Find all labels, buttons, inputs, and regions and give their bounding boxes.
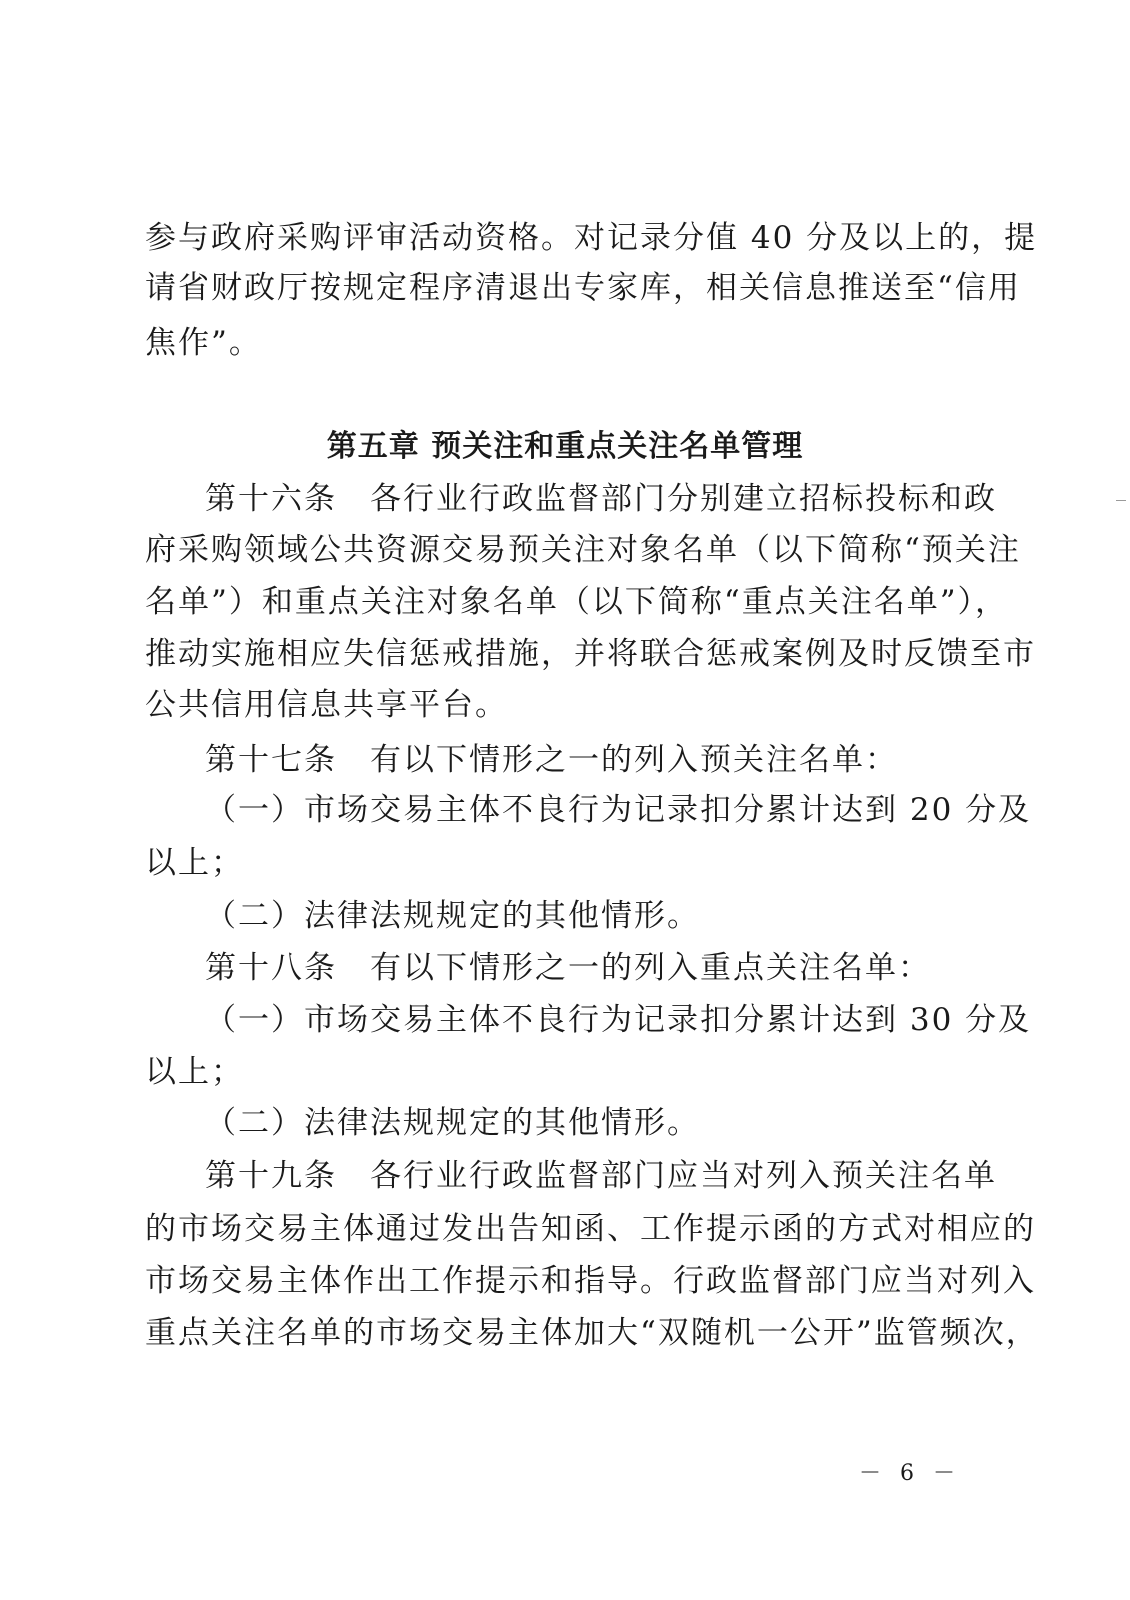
article-18-line: （一）市场交易主体不良行为记录扣分累计达到 30 分及: [205, 1002, 1032, 1038]
article-16-line: 名单”）和重点关注对象名单（以下简称“重点关注名单”），: [145, 584, 1009, 620]
article-18-line: 第十八条 有以下情形之一的列入重点关注名单：: [205, 950, 931, 986]
article-16-line: 府采购领域公共资源交易预关注对象名单（以下简称“预关注: [145, 532, 1021, 568]
chapter-heading: 第五章 预关注和重点关注名单管理: [326, 429, 804, 464]
article-19-line: 重点关注名单的市场交易主体加大“双随机一公开”监管频次，: [145, 1315, 1039, 1351]
article-17-line: （一）市场交易主体不良行为记录扣分累计达到 20 分及: [205, 792, 1032, 828]
page-number: － 6 －: [859, 1461, 961, 1486]
article-16-line: 公共信用信息共享平台。: [145, 687, 508, 723]
scan-margin-mark: [1116, 500, 1126, 501]
article-16-line: 推动实施相应失信惩戒措施，并将联合惩戒案例及时反馈至市: [145, 636, 1036, 672]
text-line: 焦作”。: [145, 325, 262, 361]
article-19-line: 第十九条 各行业行政监督部门应当对列入预关注名单: [205, 1158, 997, 1194]
text-line: 请省财政厅按规定程序清退出专家库，相关信息推送至“信用: [145, 270, 1021, 306]
article-19-line: 市场交易主体作出工作提示和指导。行政监督部门应当对列入: [145, 1263, 1036, 1299]
text-line: 参与政府采购评审活动资格。对记录分值 40 分及以上的，提: [145, 220, 1038, 256]
article-19-line: 的市场交易主体通过发出告知函、工作提示函的方式对相应的: [145, 1211, 1036, 1247]
article-18-line: 以上；: [145, 1054, 244, 1090]
article-17-line: 以上；: [145, 845, 244, 881]
article-17-line: 第十七条 有以下情形之一的列入预关注名单：: [205, 742, 898, 778]
article-18-line: （二）法律法规规定的其他情形。: [205, 1105, 700, 1141]
article-16-line: 第十六条 各行业行政监督部门分别建立招标投标和政: [205, 481, 997, 517]
article-17-line: （二）法律法规规定的其他情形。: [205, 898, 700, 934]
